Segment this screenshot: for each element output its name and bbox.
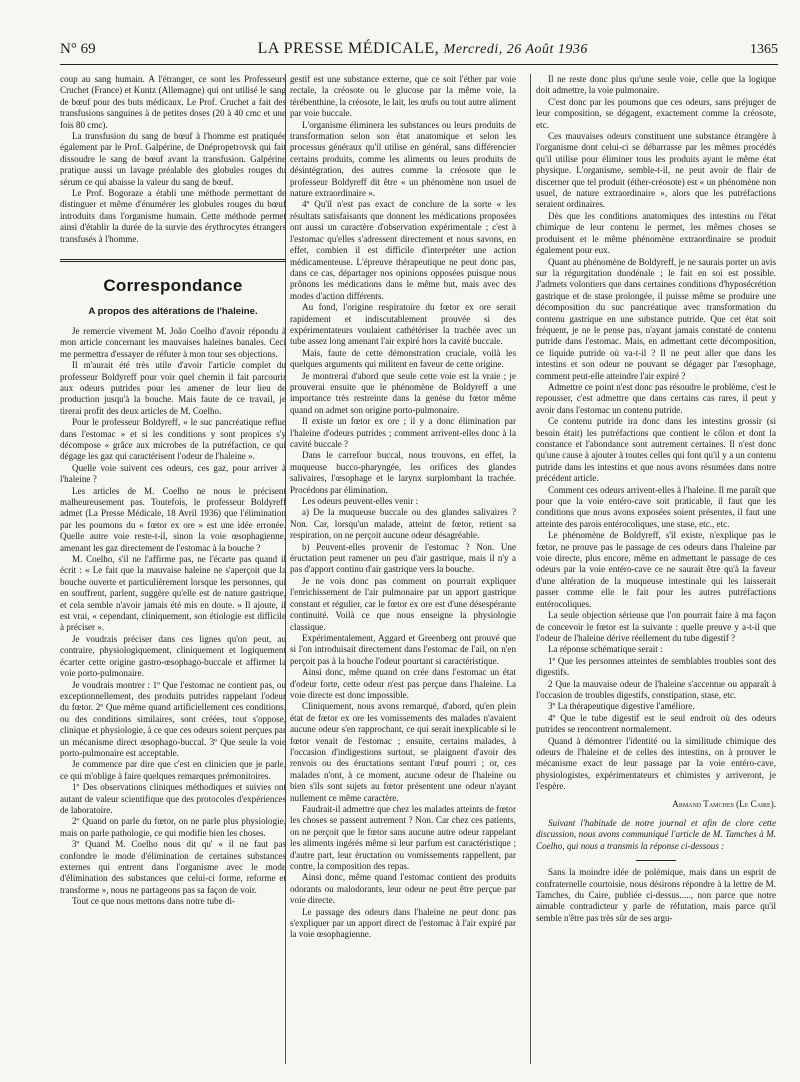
paragraph: Il ne reste donc plus qu'une seule voie, celle que la logique doit admettre, la voie pulmonaire. xyxy=(536,74,776,96)
paragraph: 4º Qu'il n'est pas exact de conclure de la sorte « les résultats satisfaisants que donnent les médications proposées ont aussi un caractère d'observation expérimentale ; c'est à l'estomac qu'elles s'adressent directement et nous savons, en effet, combien il est difficile d'interpréter une action médicamenteuse. L'épreuve thérapeutique ne peut donc pas, dans ce cas, départager nos opinions opposées puisque nous prônons les médications dans le même but, mais avec des modes d'action différents. xyxy=(290,199,516,301)
paragraph: Le passage des odeurs dans l'haleine ne peut donc pas s'expliquer par un apport direct de l'estomac à l'air expiré par la voie œsophagienne. xyxy=(290,906,516,940)
paragraph: Je voudrais montrer : 1º Que l'estomac ne contient pas, ou exceptionnellement, des produits putrides rappelant l'odeur du fœtor. 2º Que même quand artificiellement ces conditions, ou des conditions similaires, sont créées, tout s'oppose, clinique et physiologie, à ce que ces odeurs soient perçues par un mécanisme direct œsophago-buccal. 3º Que seule la voie porto-pulmonaire est acceptable. xyxy=(60,679,286,758)
paragraph: Je montrerai d'abord que seule cette voie est la vraie ; je prouverai ensuite que le phénomène de Boldyreff a une importance très restreinte dans la genèse du fœtor même quand on admet son origine porto-pulmonaire. xyxy=(290,370,516,415)
section-title: Correspondance xyxy=(103,276,243,296)
paragraph: Pour le professeur Boldyreff, « le suc pancréatique reflue dans l'estomac » et si les conditions y sont propices s'y décompose « grâce aux microbes de la putréfaction, ce qui dégage les gaz qui caractérisent l'odeur de l'haleine ». xyxy=(60,417,286,462)
masthead xyxy=(258,40,588,58)
paragraph: Il m'aurait été très utile d'avoir l'article complet du professeur Boldyreff pour voir quel chemin il fait parcourir aux odeurs putrides pour les amener de leur lieu de production jusqu'à la bouche. Mais faute de ce travail, je tirerai profit des deux articles de M. Coelho. xyxy=(60,360,286,416)
paragraph: C'est donc par les poumons que ces odeurs, sans préjuger de leur composition, se dégagent, exactement comme la créosote, etc. xyxy=(536,96,776,130)
paragraph: Ces mauvaises odeurs constituent une substance étrangère à l'organisme dont celui-ci se débarrasse par les mêmes procédés qu'il utilise pour éliminer tous les produits ayant le même état physique. L'organisme, semble-t-il, ne peut avoir de flair de discerner que tel produit (éther-créosote) est « un phénomène non usuel, de nature extraordinaire », alors que les putréfactions seraient ordinaires. xyxy=(536,131,776,210)
paragraph: Les odeurs peuvent-elles venir : xyxy=(302,496,419,507)
paragraph: Il existe un fœtor ex ore ; il y a donc élimination par l'haleine d'odeurs putrides ; comment arrivent-elles donc à la cavité buccale ? xyxy=(290,416,516,449)
paragraph: La réponse schématique serait : xyxy=(548,644,663,655)
paragraph: 3º Quand M. Coelho nous dit qu' « il ne faut pas confondre le mode d'élimination de certaines substances externes qui entrent dans l'organisme avec le mode d'élimination des substances que celui-ci forme, reforme et transforme », nous ne partageons pas sa façon de voir. xyxy=(60,839,286,895)
paragraph: 4º Que le tube digestif est le seul endroit où des odeurs putrides se rencontrent normalement. xyxy=(536,712,776,735)
paragraph: Les articles de M. Coelho ne nous le précisent malheureusement pas. Toutefois, le professeur Boldyreff admet (La Presse Médicale, 18 Avril 1936) que l'élimination par les poumons du « fœtor ex ore » est une idée erronée. Quelle autre voie reste-t-il, sinon la voie œsophagienne, amenant les gaz directement de l'estomac à la bouche ? xyxy=(60,485,286,553)
paragraph: Dès que les conditions anatomiques des intestins ou l'état chimique de leur contenu le permet, les mêmes choses se produisent et le même phénomène extraordinaire se produit également pour eux. xyxy=(536,210,776,256)
paragraph: Expérimentalement, Aggard et Greenberg ont prouvé que si l'on introduisait directement dans l'estomac de l'ail, on n'en perçoit pas à la bouche l'odeur pourtant si caractéristique. xyxy=(290,632,516,666)
issue-date: Mercredi, 26 Août 1936 xyxy=(443,42,588,57)
short-divider xyxy=(636,860,676,861)
page-number: 1365 xyxy=(749,42,778,57)
paragraph: Je ne vois donc pas comment on pourrait expliquer l'enrichissement de l'air pulmonaire par un apport gastrique constant et régulier, car le fœtor ex ore est d'une désespérante continuité. Voilà ce que nous enseigne la physiologie classique. xyxy=(290,575,516,632)
paragraph: 1º Des observations cliniques méthodiques et suivies ont autant de valeur scientifique que des protocoles d'expériences de laboratoire. xyxy=(60,782,286,815)
author-signature: Armand Tamches (Le Caire). xyxy=(672,798,776,809)
paragraph: Ainsi donc, même quand l'estomac contient des produits odorants ou malodorants, leur odeur ne peut être perçue par voie directe. xyxy=(290,872,516,906)
paragraph: Cliniquement, nous avons remarqué, d'abord, qu'en plein état de fœtor ex ore les vomissements des malades n'avaient aucune odeur s'en rapprochant, ce qui serait inexplicable si le fœtor venait de l'estomac ; ensuite, certains malades, à l'occasion d'indigestions surtout, se plaignent d'avoir des renvois ou des éructations sentant l'œuf pourri ; or, ces malades n'ont, à ce moment, aucune odeur de l'haleine ou bien s'ils sont sujets au fœtor présentent une odeur n'ayant nullement ce même caractère. xyxy=(290,701,516,803)
paragraph: Admettre ce point n'est donc pas résoudre le problème, c'est le repousser, c'est admettre que dans certains cas rares, il peut y avoir dans l'estomac un contenu putride. xyxy=(536,381,776,415)
article-title: A propos des altérations de l'haleine. xyxy=(88,305,258,317)
paragraph: 2º Quand on parle du fœtor, on ne parle plus physiologie, mais on parle pathologie, ce qui modifie bien les choses. xyxy=(60,816,286,838)
paragraph: Faudrait-il admettre que chez les malades atteints de fœtor les choses se passent autrement ? Non. Car chez ces patients, on ne perçoit que le fœtor sans aucune autre odeur rappelant les aliments ingérés même si leur parfum est caractéristique ; d'autre part, leur éructation ou vomissements rappellent, par contre, la composition des repas. xyxy=(290,804,516,872)
page-header xyxy=(60,40,778,62)
paragraph: M. Coelho, s'il ne l'affirme pas, ne l'écarte pas quand il écrit : « Le fait que la mauvaise haleine ne s'aperçoit que la bouche ouverte et particulièrement lorsque les personnes, qui en souffrent, parlent, suggère qu'elle est de nature gastrique, et cela semble n'avoir jamais été mis en doute. » Il ajoute, il est vrai, « cependant, cliniquement, son étiologie est difficile à préciser ». xyxy=(60,554,286,633)
paragraph: b) Peuvent-elles provenir de l'estomac ? Non. Une éructation peut ramener un peu d'air gastrique, mais il n'y a pas d'apport continu d'air gastrique vers la bouche. xyxy=(290,541,516,575)
paragraph: Tout ce que nous mettons dans notre tube di- xyxy=(72,896,236,907)
paragraph: La seule objection sérieuse que l'on pourrait faire à ma façon de concevoir le fœtor est la suivante : quelle preuve y a-t-il que l'odeur de l'haleine dérive réellement du tube digestif ? xyxy=(536,610,776,643)
issue-number: N° 69 xyxy=(60,41,96,57)
paragraph: a) De la muqueuse buccale ou des glandes salivaires ? Non. Car, lorsqu'un malade, atteint de fœtor, retient sa respiration, on ne perçoit aucune odeur désagréable. xyxy=(290,507,516,541)
journal-title: LA PRESSE MÉDICALE, xyxy=(257,40,440,57)
paragraph: L'organisme éliminera les substances ou leurs produits de transformation selon son état anatomique et selon les processus généraux qu'il utilise en général, sans différencier certains produits, comme les aliments ou leurs produits de désintégration, des autres comme la créosote que le professeur Boldyreff dit être « un phénomène non usuel de nature extraordinaire ». xyxy=(290,119,516,199)
column-3 xyxy=(536,74,776,1074)
column-1 xyxy=(60,74,286,1074)
column-divider xyxy=(530,74,531,1064)
paragraph: Je commence par dire que c'est en clinicien que je parle, ce qui m'oblige à faire quelques remarques prémonitoires. xyxy=(60,759,286,781)
paragraph: Je remercie vivement M. João Coelho d'avoir répondu à mon article concernant les mauvaises haleines banales. Ceci me permettra d'essayer de réfuter à mon tour ses objections. xyxy=(60,325,286,359)
paragraph: Le phénomène de Boldyreff, s'il existe, n'explique pas le fœtor, ne prouve pas le passage de ces odeurs dans l'haleine par voie directe, plus encore, même en admettant le passage de ces odeurs par la voie entéro-cave ce ne saurait être qu'à la faveur d'une altération de la muqueuse intestinale qui les laisserait passer comme elle le fait pour les autres putréfactions entérocoliques. xyxy=(536,530,776,609)
editor-note: Suivant l'habitude de notre journal et afin de clore cette discussion, nous avons communiqué l'article de M. Tamches à M. Coelho, qui nous a transmis la réponse ci-dessous : xyxy=(536,818,776,851)
paragraph: Au fond, l'origine respiratoire du fœtor ex ore serait rapidement et indiscutablement prouvée si des expérimentateurs voulaient cathétériser la trachée avec un tube assez long amenant l'air expiré hors la cavité buccale. xyxy=(290,302,516,347)
paragraph: Quant au phénomène de Boldyreff, je ne saurais porter un avis sur la régurgitation duodénale ; le fait en soi est possible. J'admets volontiers que dans certaines conditions d'hyposécrétion gastrique et de stase prolongée, il puisse même se produire une décomposition du suc pancréatique avec transformation du contenu gastrique en une substance putride. Que cet état soit fréquent, je ne le pense pas, n'ayant jamais constaté de contenu putride dans l'estomac. Mais, en admettant cette décomposition, ce liquide putride où va-t-il ? Il ne peut aller que dans les intestins et son odeur ne pouvant se dégager par l'œsophage, comment peut-elle atteindre l'air expiré ? xyxy=(536,256,776,381)
paragraph: Quelle voie suivent ces odeurs, ces gaz, pour arriver à l'haleine ? xyxy=(60,462,286,485)
paragraph: Je voudrais préciser dans ces lignes qu'on peut, au contraire, physiologiquement, cliniquement et logiquement écarter cette origine gastro-œsophago-buccale et affirmer la voie porto-pulmonaire. xyxy=(60,633,286,679)
paragraph: Quand à démontrer l'identité ou la similitude chimique des odeurs de l'haleine et de celles des intestins, on à prouver le mécanisme exact de leur passage par la voie entéro-cave, physiologistes, expérimentateurs et chimistes y arriveront, je l'espère. xyxy=(536,735,776,792)
paragraph: Ainsi donc, même quand on crée dans l'estomac un état d'odeur forte, cette odeur n'est pas perçue dans l'haleine. La voie directe est donc impossible. xyxy=(290,667,516,700)
header-rule xyxy=(60,64,778,65)
paragraph: Comment ces odeurs arrivent-elles à l'haleine. Il me paraît que pour que la voie entéro-cave soit praticable, il faut que les conditions que nous avons exposées soient présentes, il faut une atteinte des parois entérocoliques, une stase, etc., etc. xyxy=(536,484,776,529)
section-divider xyxy=(60,259,286,262)
paragraph: La transfusion du sang de bœuf à l'homme est pratiquée également par le Prof. Galpérine, de Dnépropetrovsk qui fait dissoudre le sang de bœuf avant la transfusion. Galpérine pratique aussi un lavage préalable des globules rouges du sérum ce qui abaisse la valeur du sang de bœuf. xyxy=(60,131,286,187)
paragraph: 3º La thérapeutique digestive l'améliore. xyxy=(548,701,695,712)
paragraph: coup au sang humain. A l'étranger, ce sont les Professeurs Cruchet (France) et Kuntz (Allemagne) qui ont utilisé le sang de bœuf pour des buts médicaux. Le Prof. Cruchet a fait des transfusions sanguines à de petites doses (20 à 40 cmc et une fois 80 cmc). xyxy=(60,74,286,130)
paragraph: Sans la moindre idée de polémique, mais dans un esprit de confraternelle courtoisie, nous désirons répondre à la lettre de M. Tamches, du Caire, publiée ci-dessus....., non parce que notre aimable contradicteur y parle de réfutation, mais parce qu'il semble n'être pas très sûr de ses argu- xyxy=(536,867,776,923)
paragraph: Dans le carrefour buccal, nous trouvons, en effet, la muqueuse bucco-pharyngée, les orifices des glandes salivaires, l'œsophage et le larynx surplombant la trachée. Procédons par élimination. xyxy=(290,450,516,495)
paragraph: Le Prof. Bogoraze a établi une méthode permettant de distinguer et même d'énumérer les globules rouges du bœuf introduits dans l'organisme humain. Cette méthode permet ainsi d'établir la durée de la survie des érythrocytes étrangers transfusés à l'homme. xyxy=(60,188,286,244)
paragraph: Mais, faute de cette démonstration cruciale, voilà les quelques arguments qui militent en faveur de cette origine. xyxy=(290,347,516,370)
column-2 xyxy=(290,74,516,1074)
paragraph: 2 Que la mauvaise odeur de l'haleine s'accentue ou apparaît à l'occasion de troubles digestifs, constipation, stase, etc. xyxy=(536,678,776,700)
paragraph: gestif est une substance externe, que ce soit l'éther par voie rectale, la créosote ou le glucose par la même voie, la térébenthine, la créosote, le lait, les œufs ou tout autre aliment par voie buccale. xyxy=(290,74,516,119)
paragraph: Ce contenu putride ira donc dans les intestins grossir (si besoin était) les putréfactions que contient le côlon et dont la constance et l'abondance sont autrement certaines. Il n'est donc qu'une cause à ajouter à toutes celles qui font qu'il y a un contenu putride dans les intestins et que nous avons résumées dans notre précédent article. xyxy=(536,416,776,484)
paragraph: 1º Que les personnes atteintes de semblables troubles sont des digestifs. xyxy=(536,655,776,678)
